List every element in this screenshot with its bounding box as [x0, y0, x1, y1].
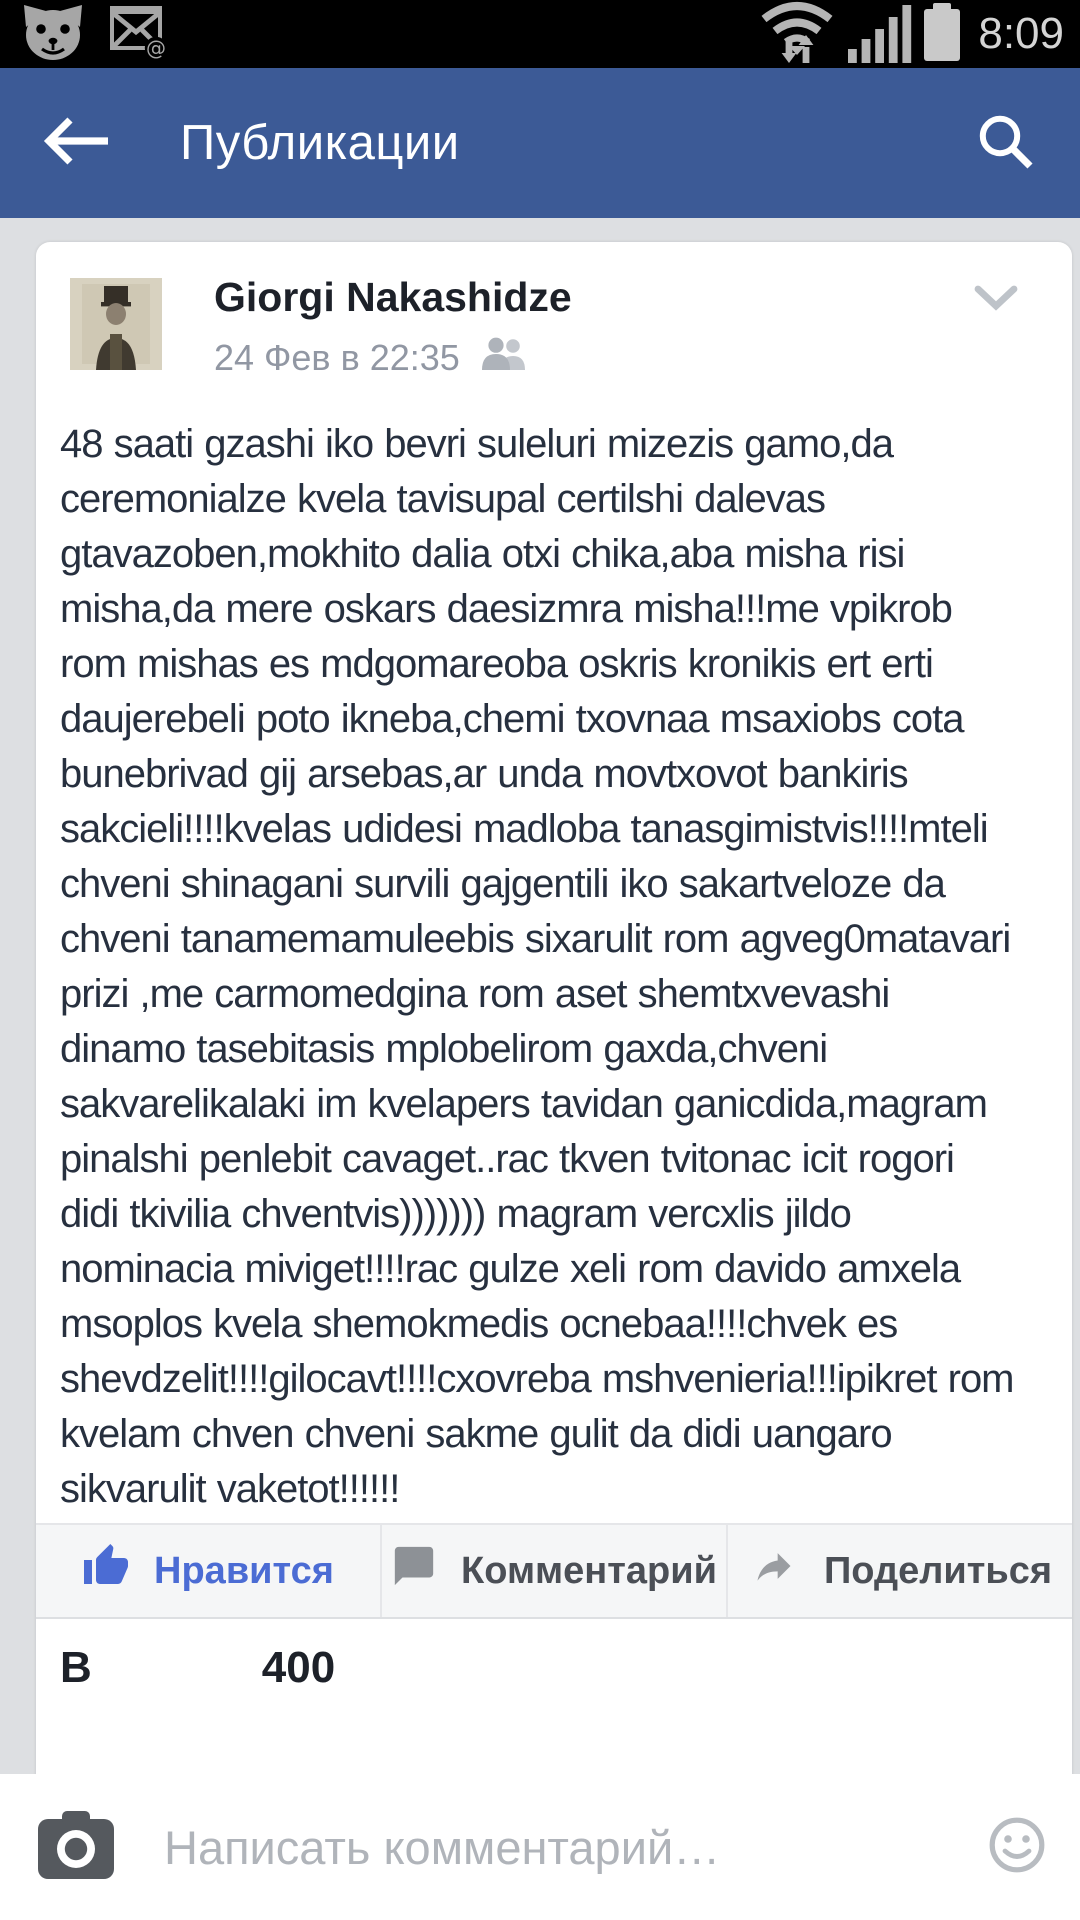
cat-app-icon — [22, 3, 84, 66]
post-body-text: 48 saati gzashi iko bevri suleluri mizezis gamo,da ceremonialze kvela tavisupal certilshi dalevas gtavazoben,mokhito dalia otxi chika,aba misha risi misha,da mere oskars daesizmra misha!!!me vpikrob rom mishas es mdgomareoba oskris kronikis ert erti daujerebeli poto ikneba,chemi txovnaa msaxiobs cota bunebrivad gij arsebas,ar unda movtxovot bankiris sakcieli!!!!kvelas udidesi madloba tanasgimistvis!!!!mteli chveni shinagani survili gajgentili iko sakartveloze da chveni tanamemamuleebis sixarulit rom agveg0matavari prizi ,me carmomedgina rom aset shemtxvevashi dinamo tasebitasis mplobelirom gaxda,chveni sakvarelikalaki im kvelapers tavidan ganicdida,magram pinalshi penlebit cavaget..rac tkven tvitonac icit rogori didi tkivilia chventvis))))))) magram vercxlis jildo nominacia miviget!!!!rac gulze xeli rom davido amxela msoplos kvela shemokmedis ocnebaa!!!!chvek es shevdzelit!!!!gilocavt!!!!cxovreba mshvenieria!!!ipikret rom kvelam chven chveni sakme gulit da didi uangaro sikvarulit vaketot!!!!!! — [60, 422, 1014, 1511]
wifi-icon — [758, 1, 836, 68]
comment-button[interactable] — [382, 1525, 726, 1617]
app-header — [0, 68, 1080, 218]
comment-bar — [0, 1774, 1080, 1920]
camera-icon — [36, 1809, 116, 1886]
comment-input[interactable] — [162, 1819, 988, 1876]
thumbs-up-icon — [82, 1542, 130, 1600]
comment-label: Комментарий — [461, 1549, 717, 1592]
page-title: Публикации — [180, 116, 460, 170]
share-button[interactable] — [728, 1525, 1072, 1617]
smiley-icon — [988, 1816, 1046, 1879]
email-notification-icon — [104, 4, 170, 65]
share-arrow-icon — [748, 1544, 800, 1598]
battery-icon — [924, 9, 960, 61]
author-name[interactable]: Giorgi Nakashidze — [214, 274, 572, 320]
back-button[interactable] — [42, 114, 112, 173]
comment-bubble-icon — [391, 1543, 437, 1599]
post-header — [36, 242, 1072, 417]
share-label: Поделиться — [823, 1549, 1053, 1592]
author-avatar[interactable] — [70, 278, 162, 370]
status-time: 8:09 — [978, 9, 1064, 58]
search-button[interactable] — [976, 112, 1034, 175]
post-action-bar — [36, 1523, 1072, 1619]
likes-summary-fragment: В — [60, 1643, 92, 1692]
back-arrow-icon — [42, 114, 112, 173]
camera-button[interactable] — [36, 1809, 116, 1886]
smiley-button[interactable] — [988, 1816, 1046, 1879]
signal-strength-icon — [848, 5, 912, 68]
svg-text:@: @ — [146, 35, 166, 60]
friends-privacy-icon — [480, 336, 528, 379]
search-icon — [976, 112, 1034, 175]
post-menu-chevron-icon[interactable] — [974, 284, 1018, 317]
status-bar — [0, 0, 1080, 68]
likes-summary-partial — [36, 1643, 1072, 1693]
post-timestamp: 24 Фев в 22:35 — [214, 336, 460, 378]
like-button[interactable] — [36, 1525, 380, 1617]
post-card — [36, 242, 1072, 1920]
like-label: Нравится — [154, 1549, 334, 1592]
likes-summary-count: 400 — [261, 1643, 336, 1692]
